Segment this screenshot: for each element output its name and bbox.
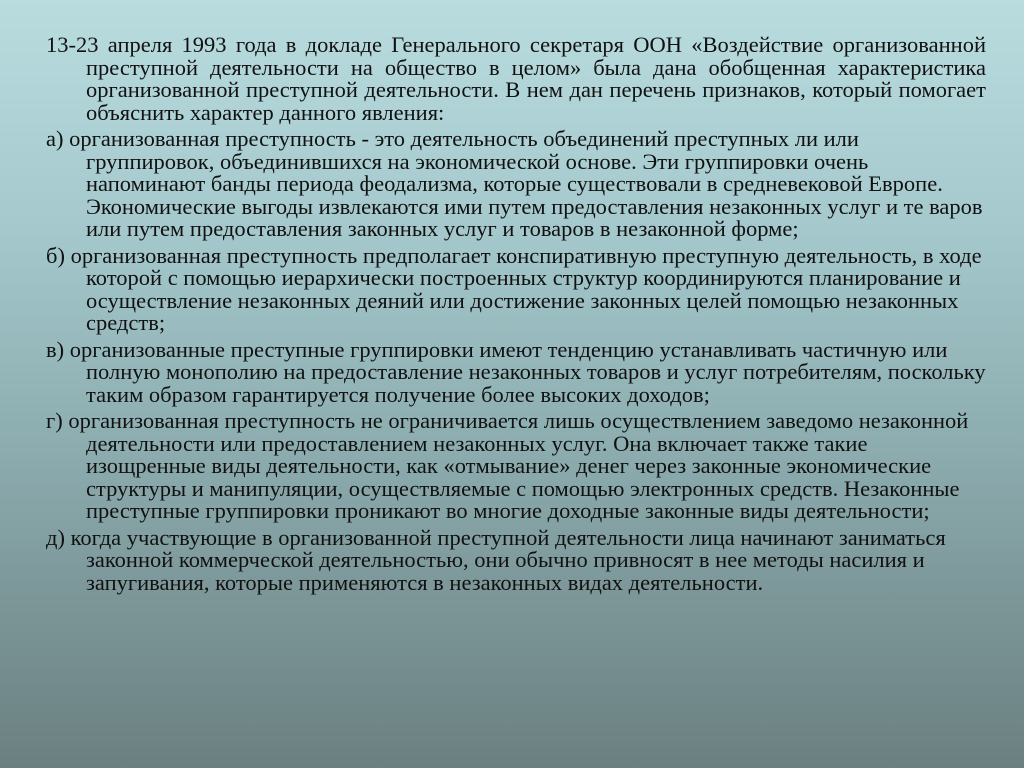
list-item-b: б) организованная преступность предполагает конспиративную преступную деятельность, в ходе которой с помощью иерархически построенных структур координируются планирование и осуществление незаконных деяний или достижение законных целей помощью незаконных средств; (46, 242, 982, 335)
list-item-v: в) организованные преступные группировки имеют тенденцию устанавливать частичную или полную монополию на предоставление незаконных товаров и услуг потребителям, поскольку таким образом гарантируется получение более высоких доходов; (46, 336, 986, 407)
slide-text-body (46, 34, 986, 598)
intro-paragraph: 13-23 апреля 1993 года в докладе Генерального секретаря ООН «Воздействие организованной преступной деятельности на общество в целом» была дана обобщенная характеристика организованной преступной деятельности. В нем дан перечень признаков, который помогает объяснить характер данного явления: (46, 32, 986, 125)
list-item-d: д) когда участвующие в организованной преступной деятельности лица начинают заниматься законной коммерческой деятельностью, они обычно привносят в нее методы насилия и запугивания, которые применяются в незаконных видах деятельности. (46, 524, 946, 595)
list-item-g: г) организованная преступность не ограничивается лишь осуществлением заведомо незаконной деятельности или предоставлением незаконных услуг. Она включает также такие изощренные виды деятельности, как «отмывание» денег через законные экономические структуры и манипуляции, осуществляемые с помощью электронных средств. Незаконные преступные группировки проникают во многие доходные законные виды деятельности; (46, 408, 969, 523)
list-item-a: а) организованная преступность - это деятельность объединений преступных ли или группировок, объединившихся на экономической основе. Эти группировки очень напоминают банды периода феодализма, которые существовали в средневековой Европе. Экономические выгоды извлекаются ими путем предоставления незаконных услуг и те варов или путем предоставления законных услуг и товаров в незаконной форме; (46, 126, 983, 241)
